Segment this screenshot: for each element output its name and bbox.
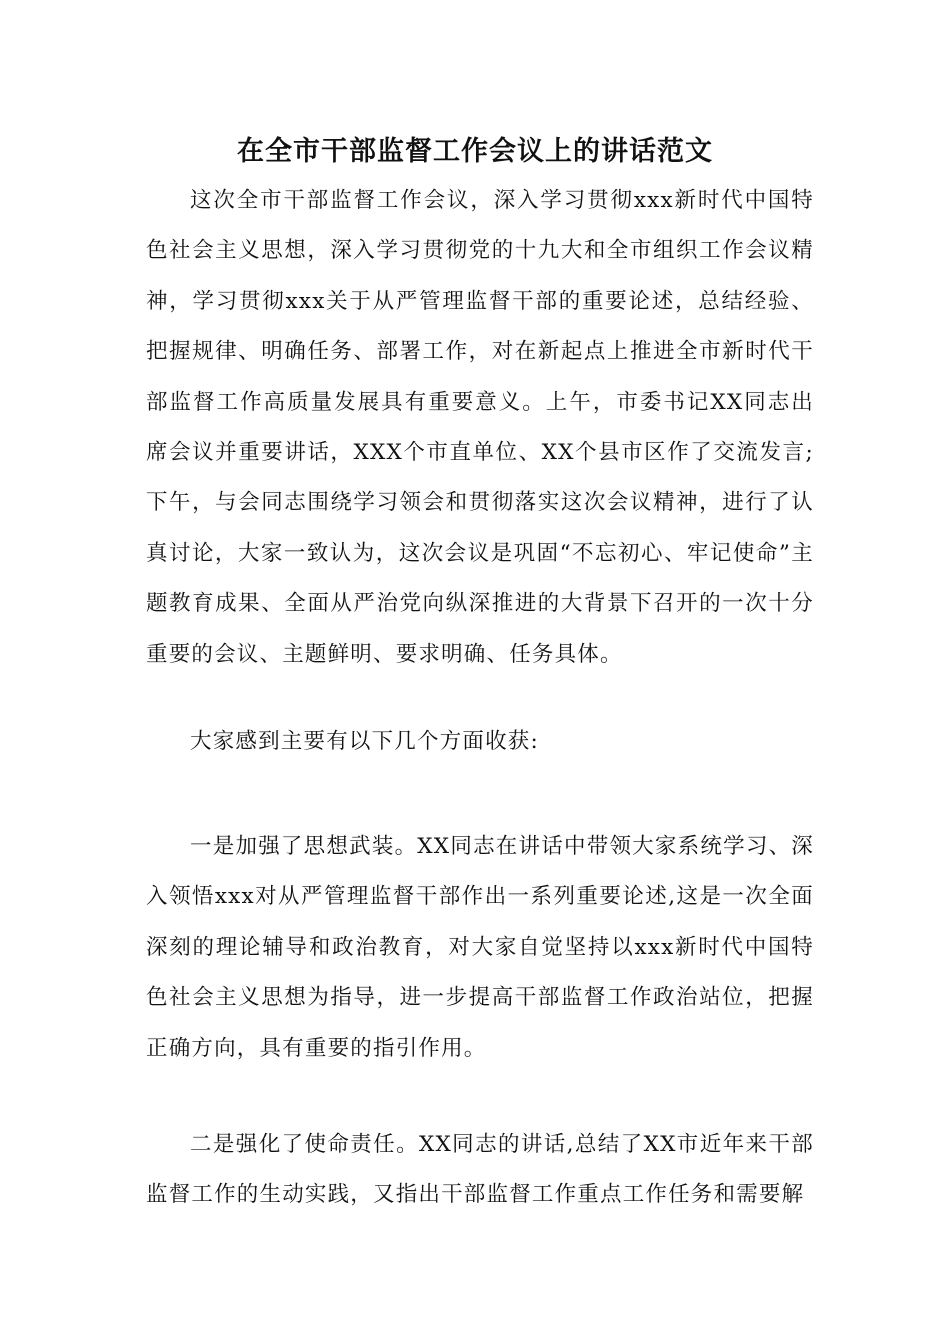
paragraph-gains-heading: 大家感到主要有以下几个方面收获: <box>190 729 539 754</box>
document-title: 在全市干部监督工作会议上的讲话范文 <box>237 136 713 167</box>
paragraph-intro: 这次全市干部监督工作会议，深入学习贯彻xxx新时代中国特色社会主义思想，深入学习贯彻党的十九大和全市组织工作会议精神，学习贯彻xxx关于从严管理监督干部的重要论述，总结经验、把握规律、明确任务、部署工作，对在新起点上推进全市新时代干部监督工作高质量发展具有重要意义。上午，市委书记XX同志出席会议并重要讲话，XXX个市直单位、XX个县市区作了交流发言;下午，与会同志围绕学习领会和贯彻落实这次会议精神，进行了认真讨论，大家一致认为，这次会议是巩固“不忘初心、牢记使命”主题教育成果、全面从严治党向纵深推进的大背景下召开的一次十分重要的会议、主题鲜明、要求明确、任务具体。 <box>146 188 814 667</box>
paragraph-point-one: 一是加强了思想武装。XX同志在讲话中带领大家系统学习、深入领悟xxx对从严管理监督干部作出一系列重要论述,这是一次全面深刻的理论辅导和政治教育，对大家自觉坚持以xxx新时代中国特色社会主义思想为指导，进一步提高干部监督工作政治站位，把握正确方向，具有重要的指引作用。 <box>146 834 814 1061</box>
paragraph-point-two: 二是强化了使命责任。XX同志的讲话,总结了XX市近年来干部监督工作的生动实践，又指出干部监督工作重点工作任务和需要解 <box>146 1132 814 1208</box>
